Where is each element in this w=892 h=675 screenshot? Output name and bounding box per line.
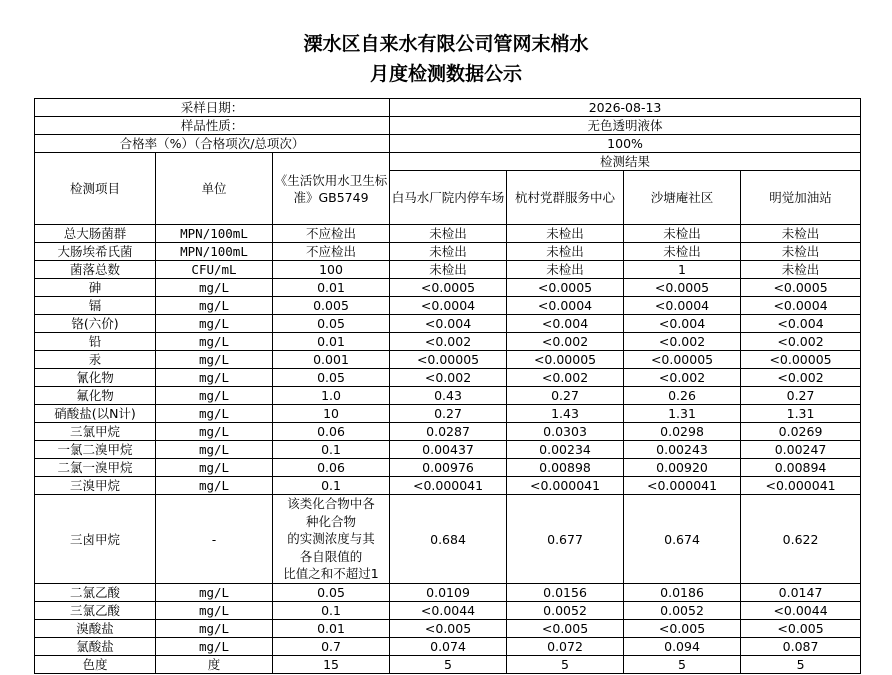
row-item: 色度	[35, 656, 156, 674]
row-standard: 0.06	[273, 423, 390, 441]
row-standard: 不应检出	[273, 243, 390, 261]
row-value-site-2: <0.0005	[507, 279, 624, 297]
row-value-site-2: 0.00234	[507, 441, 624, 459]
table-row	[35, 243, 861, 261]
sample-nature-value: 无色透明液体	[390, 117, 861, 135]
row-value-site-3: 未检出	[624, 225, 741, 243]
row-unit: mg/L	[156, 620, 273, 638]
row-item: 氯酸盐	[35, 638, 156, 656]
row-value-site-4: 0.27	[741, 387, 861, 405]
row-value-site-2: 5	[507, 656, 624, 674]
row-value-site-2: 0.0052	[507, 602, 624, 620]
row-standard: 0.7	[273, 638, 390, 656]
row-value-site-4: 未检出	[741, 225, 861, 243]
row-item: 三氯乙酸	[35, 602, 156, 620]
row-item: 汞	[35, 351, 156, 369]
row-unit: MPN/100mL	[156, 225, 273, 243]
header-site-1: 白马水厂院内停车场	[390, 171, 507, 225]
row-standard: 0.06	[273, 459, 390, 477]
row-unit: mg/L	[156, 315, 273, 333]
table-row	[35, 405, 861, 423]
row-value-site-1: 0.27	[390, 405, 507, 423]
row-value-site-3: <0.0004	[624, 297, 741, 315]
header-site-2: 杭村党群服务中心	[507, 171, 624, 225]
row-value-site-1: <0.000041	[390, 477, 507, 495]
page-title: 溧水区自来水有限公司管网末梢水	[303, 33, 589, 55]
row-standard: 100	[273, 261, 390, 279]
row-unit: 度	[156, 656, 273, 674]
row-value-site-3: <0.000041	[624, 477, 741, 495]
table-row	[35, 441, 861, 459]
row-value-site-2: <0.0004	[507, 297, 624, 315]
table-row	[35, 369, 861, 387]
table-row	[35, 423, 861, 441]
row-value-site-2: 未检出	[507, 225, 624, 243]
sample-nature-label: 样品性质：	[35, 117, 390, 135]
row-value-site-3: <0.004	[624, 315, 741, 333]
row-item: 总大肠菌群	[35, 225, 156, 243]
row-standard: 0.001	[273, 351, 390, 369]
row-value-site-3: 1	[624, 261, 741, 279]
row-unit: mg/L	[156, 638, 273, 656]
row-unit: mg/L	[156, 297, 273, 315]
info-row-sample-nature	[35, 117, 861, 135]
row-value-site-2: 0.0156	[507, 584, 624, 602]
row-value-site-1: 未检出	[390, 243, 507, 261]
row-value-site-1: 0.00437	[390, 441, 507, 459]
row-value-site-3: 5	[624, 656, 741, 674]
row-value-site-3: <0.00005	[624, 351, 741, 369]
table-row	[35, 638, 861, 656]
row-value-site-3: 0.674	[624, 495, 741, 584]
pass-rate-label: 合格率（%）（合格项次/总项次）	[35, 135, 390, 153]
row-value-site-1: 0.684	[390, 495, 507, 584]
row-value-site-1: 0.00976	[390, 459, 507, 477]
row-value-site-4: <0.002	[741, 333, 861, 351]
row-value-site-1: 0.43	[390, 387, 507, 405]
row-value-site-4: 0.622	[741, 495, 861, 584]
row-standard: 0.1	[273, 441, 390, 459]
table-row	[35, 620, 861, 638]
table-row	[35, 297, 861, 315]
row-value-site-2: <0.000041	[507, 477, 624, 495]
row-value-site-3: <0.005	[624, 620, 741, 638]
table-row	[35, 584, 861, 602]
table-row	[35, 261, 861, 279]
header-item: 检测项目	[35, 153, 156, 225]
row-value-site-4: <0.002	[741, 369, 861, 387]
info-row-pass-rate	[35, 135, 861, 153]
row-value-site-1: 0.0109	[390, 584, 507, 602]
row-value-site-4: 0.0269	[741, 423, 861, 441]
row-value-site-2: <0.002	[507, 333, 624, 351]
row-value-site-3: 未检出	[624, 243, 741, 261]
page-subtitle: 月度检测数据公示	[369, 63, 522, 85]
row-value-site-4: 0.00247	[741, 441, 861, 459]
row-unit: -	[156, 495, 273, 584]
row-item: 砷	[35, 279, 156, 297]
row-item: 三氯甲烷	[35, 423, 156, 441]
sampling-date-value: 2026-08-13	[390, 99, 861, 117]
info-row-sampling-date	[35, 99, 861, 117]
row-standard: 0.05	[273, 315, 390, 333]
row-value-site-1: 未检出	[390, 261, 507, 279]
row-value-site-2: <0.002	[507, 369, 624, 387]
row-unit: mg/L	[156, 333, 273, 351]
row-value-site-1: <0.00005	[390, 351, 507, 369]
row-value-site-4: 未检出	[741, 243, 861, 261]
row-unit: CFU/mL	[156, 261, 273, 279]
row-value-site-1: 0.0287	[390, 423, 507, 441]
row-value-site-3: 0.26	[624, 387, 741, 405]
row-item: 二氯一溴甲烷	[35, 459, 156, 477]
row-item: 硝酸盐(以N计)	[35, 405, 156, 423]
table-row	[35, 459, 861, 477]
row-standard: 0.01	[273, 279, 390, 297]
header-site-3: 沙塘庵社区	[624, 171, 741, 225]
row-unit: mg/L	[156, 584, 273, 602]
row-unit: MPN/100mL	[156, 243, 273, 261]
table-row	[35, 602, 861, 620]
row-value-site-2: 未检出	[507, 243, 624, 261]
row-item: 大肠埃希氏菌	[35, 243, 156, 261]
row-value-site-4: 未检出	[741, 261, 861, 279]
sampling-date-label: 采样日期：	[35, 99, 390, 117]
table-row	[35, 387, 861, 405]
row-item: 溴酸盐	[35, 620, 156, 638]
row-value-site-2: <0.005	[507, 620, 624, 638]
header-standard: 《生活饮用水卫生标准》GB5749	[273, 153, 390, 225]
row-item: 氰化物	[35, 369, 156, 387]
table-row	[35, 656, 861, 674]
header-row-1	[35, 153, 861, 171]
row-value-site-2: 0.27	[507, 387, 624, 405]
row-value-site-4: 1.31	[741, 405, 861, 423]
row-value-site-4: <0.0005	[741, 279, 861, 297]
row-value-site-4: 0.00894	[741, 459, 861, 477]
row-item: 铬(六价)	[35, 315, 156, 333]
row-item: 一氯二溴甲烷	[35, 441, 156, 459]
table-row	[35, 333, 861, 351]
row-standard: 1.0	[273, 387, 390, 405]
row-unit: mg/L	[156, 602, 273, 620]
row-unit: mg/L	[156, 477, 273, 495]
table-row	[35, 279, 861, 297]
row-unit: mg/L	[156, 387, 273, 405]
row-value-site-3: <0.0005	[624, 279, 741, 297]
row-value-site-1: 未检出	[390, 225, 507, 243]
row-standard: 该类化合物中各 种化合物 的实测浓度与其 各自限值的 比值之和不超过1	[273, 495, 390, 584]
row-value-site-4: <0.0044	[741, 602, 861, 620]
row-value-site-3: 0.00920	[624, 459, 741, 477]
row-value-site-4: <0.0004	[741, 297, 861, 315]
row-unit: mg/L	[156, 423, 273, 441]
row-value-site-2: 0.00898	[507, 459, 624, 477]
header-unit: 单位	[156, 153, 273, 225]
row-value-site-1: <0.002	[390, 369, 507, 387]
row-item: 镉	[35, 297, 156, 315]
row-value-site-3: 0.094	[624, 638, 741, 656]
row-value-site-1: 0.074	[390, 638, 507, 656]
row-unit: mg/L	[156, 369, 273, 387]
row-item: 三卤甲烷	[35, 495, 156, 584]
row-standard: 0.005	[273, 297, 390, 315]
table-row	[35, 225, 861, 243]
row-item: 铅	[35, 333, 156, 351]
row-value-site-2: 1.43	[507, 405, 624, 423]
row-standard: 0.01	[273, 620, 390, 638]
row-unit: mg/L	[156, 405, 273, 423]
row-unit: mg/L	[156, 459, 273, 477]
header-results: 检测结果	[390, 153, 861, 171]
row-value-site-3: 0.0186	[624, 584, 741, 602]
header-site-4: 明觉加油站	[741, 171, 861, 225]
row-value-site-1: <0.005	[390, 620, 507, 638]
row-item: 菌落总数	[35, 261, 156, 279]
row-standard: 10	[273, 405, 390, 423]
row-standard: 15	[273, 656, 390, 674]
row-standard: 0.1	[273, 477, 390, 495]
row-standard: 0.05	[273, 369, 390, 387]
row-value-site-2: 0.072	[507, 638, 624, 656]
table-row	[35, 495, 861, 584]
row-value-site-2: 0.677	[507, 495, 624, 584]
row-value-site-2: 0.0303	[507, 423, 624, 441]
row-value-site-3: <0.002	[624, 369, 741, 387]
row-value-site-4: 0.0147	[741, 584, 861, 602]
row-unit: mg/L	[156, 279, 273, 297]
row-value-site-2: <0.004	[507, 315, 624, 333]
row-value-site-1: <0.0005	[390, 279, 507, 297]
row-standard: 不应检出	[273, 225, 390, 243]
row-item: 氟化物	[35, 387, 156, 405]
row-value-site-4: 0.087	[741, 638, 861, 656]
row-item: 三溴甲烷	[35, 477, 156, 495]
row-item: 二氯乙酸	[35, 584, 156, 602]
row-value-site-4: <0.005	[741, 620, 861, 638]
row-unit: mg/L	[156, 351, 273, 369]
row-value-site-1: <0.002	[390, 333, 507, 351]
row-value-site-1: <0.0004	[390, 297, 507, 315]
row-unit: mg/L	[156, 441, 273, 459]
row-value-site-1: 5	[390, 656, 507, 674]
row-value-site-4: <0.000041	[741, 477, 861, 495]
row-value-site-1: <0.004	[390, 315, 507, 333]
row-value-site-3: 0.00243	[624, 441, 741, 459]
row-value-site-2: 未检出	[507, 261, 624, 279]
row-standard: 0.01	[273, 333, 390, 351]
row-standard: 0.1	[273, 602, 390, 620]
pass-rate-value: 100%	[390, 135, 861, 153]
table-row	[35, 477, 861, 495]
table-row	[35, 315, 861, 333]
row-value-site-4: <0.004	[741, 315, 861, 333]
row-value-site-4: 5	[741, 656, 861, 674]
row-value-site-3: 0.0298	[624, 423, 741, 441]
test-results-table	[34, 98, 861, 674]
row-value-site-3: 1.31	[624, 405, 741, 423]
row-value-site-3: 0.0052	[624, 602, 741, 620]
table-row	[35, 351, 861, 369]
row-value-site-4: <0.00005	[741, 351, 861, 369]
row-value-site-2: <0.00005	[507, 351, 624, 369]
row-value-site-1: <0.0044	[390, 602, 507, 620]
row-standard: 0.05	[273, 584, 390, 602]
row-value-site-3: <0.002	[624, 333, 741, 351]
